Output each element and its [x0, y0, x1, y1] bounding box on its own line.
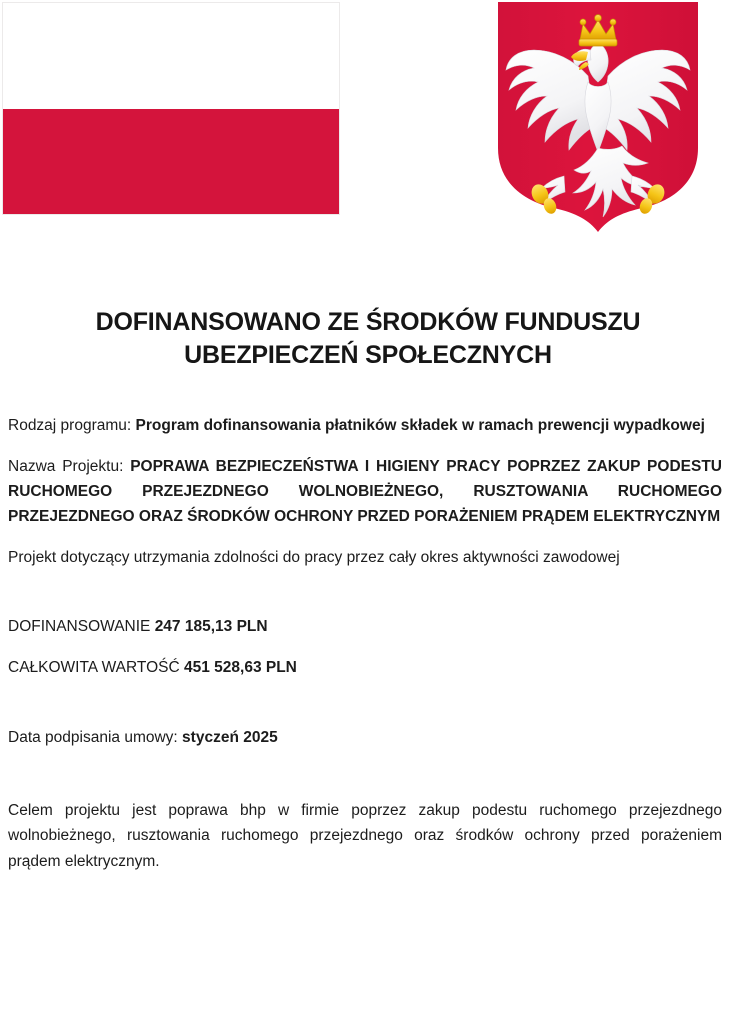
- signing-date-value: styczeń 2025: [182, 729, 278, 747]
- signing-date-row: [8, 725, 722, 750]
- total-value-value: 451 528,63 PLN: [183, 659, 297, 677]
- polish-flag-image: [2, 2, 340, 215]
- program-type-label: Rodzaj programu:: [8, 416, 136, 434]
- program-type-row: [8, 413, 722, 438]
- project-scope-text: Projekt dotyczący utrzymania zdolności do pracy przez cały okres aktywności zawodowej: [8, 548, 620, 566]
- amounts-block: [8, 614, 722, 680]
- total-value-row: [8, 655, 722, 680]
- document-content: [0, 413, 736, 874]
- total-value-label: CAŁKOWITA WARTOŚĆ: [8, 659, 184, 677]
- project-goal-text: Celem projektu jest poprawa bhp w firmie poprzez zakup podestu ruchomego przejezdnego wolnobieżnego, rusztowania ruchomego przejezdnego oraz środków ochrony przed porażeniem prądem elektrycznym.: [8, 802, 722, 870]
- program-type-value: Program dofinansowania płatników składek w ramach prewencji wypadkowej: [135, 416, 705, 434]
- emblem-band: [0, 0, 736, 240]
- funding-amount-label: DOFINANSOWANIE: [8, 618, 155, 636]
- page-title-line-1: DOFINANSOWANO ZE ŚRODKÓW FUNDUSZU: [95, 308, 641, 336]
- page-title-line-2: UBEZPIECZEŃ SPOŁECZNYCH: [184, 341, 552, 370]
- project-name-row: [8, 454, 722, 529]
- project-name-value: POPRAWA BEZPIECZEŃSTWA I HIGIENY PRACY POPRZEZ ZAKUP PODESTU RUCHOMEGO PRZEJEZDNEGO WOLNOBIEŻNEGO, RUSZTOWANIA RUCHOMEGO PRZEJEZDNEGO ORAZ ŚRODKÓW OCHRONY PRZED PORAŻENIEM PRĄDEM ELEKTRYCZNYM: [8, 457, 722, 525]
- signing-date-label: Data podpisania umowy:: [8, 729, 183, 747]
- polish-coat-of-arms-image: [492, 0, 704, 236]
- page-title: [46, 306, 690, 373]
- flag-white-stripe: [3, 3, 339, 109]
- flag-red-stripe: [3, 109, 339, 215]
- project-name-label: Nazwa Projektu:: [8, 457, 131, 475]
- funding-amount-value: 247 185,13 PLN: [154, 618, 268, 636]
- funding-amount-row: [8, 614, 722, 639]
- eagle-gold-crown: [579, 15, 617, 46]
